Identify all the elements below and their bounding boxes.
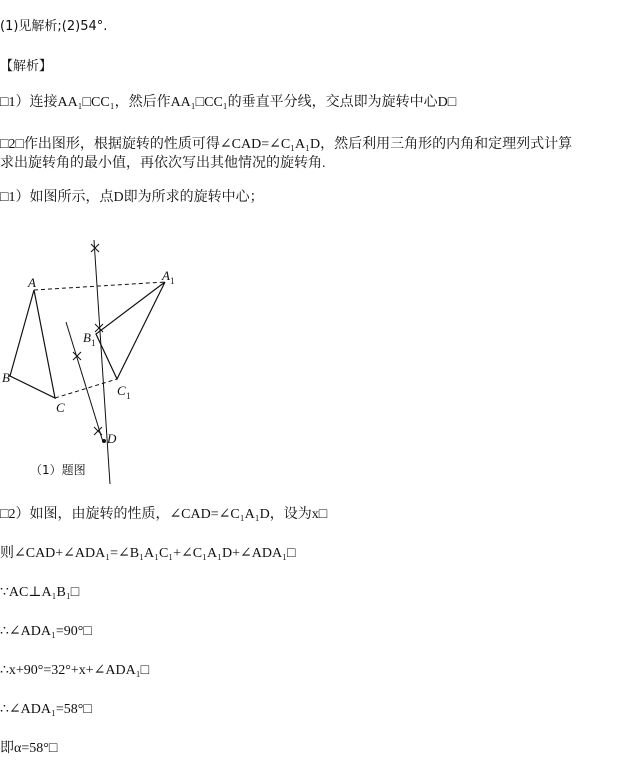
bisector-aa1 [94, 240, 110, 484]
section-title: 【解析】 [0, 59, 53, 74]
answer-line: (1)见解析;(2)54°. [0, 19, 108, 34]
part2-eq2: ∵AC⊥A₁B₁□ [0, 585, 80, 600]
triangle-a1b1c1 [96, 282, 165, 379]
label-d: D [107, 431, 117, 446]
part2-intro: □2）如图，由旋转的性质，∠CAD=∠C₁A₁D，设为x□ [0, 507, 328, 522]
part2-eq1: 则∠CAD+∠ADA₁=∠B₁A₁C₁+∠C₁A₁D+∠ADA₁□ [0, 546, 296, 561]
hint-step2-line2: 求出旋转角的最小值，再依次写出其他情况的旋转角. [0, 156, 326, 171]
label-a1: A [162, 268, 170, 283]
label-c1: C [117, 383, 126, 398]
figure-caption: （1）题图 [30, 463, 86, 477]
point-d [102, 439, 106, 443]
part1-statement: □1）如图所示，点D即为所求的旋转中心； [0, 190, 264, 205]
label-a: A [28, 275, 36, 290]
label-c: C [56, 400, 65, 415]
triangle-abc [10, 290, 55, 398]
rotation-figure [0, 222, 200, 484]
segment-aa1 [34, 282, 165, 290]
label-c1-sub: 1 [126, 391, 131, 401]
label-a1-sub: 1 [170, 276, 175, 286]
part2-eq5: ∴∠ADA₁=58°□ [0, 702, 92, 717]
part2-eq6: 即α=58°□ [0, 741, 58, 756]
label-b: B [2, 370, 10, 385]
hint-step1: □1）连接AA₁□CC₁，然后作AA₁□CC₁的垂直平分线，交点即为旋转中心D□ [0, 95, 457, 110]
label-b1: B [83, 330, 91, 345]
label-b1-sub: 1 [91, 338, 96, 348]
hint-step2-line1: □2□作出图形，根据旋转的性质可得∠CAD=∠C₁A₁D，然后利用三角形的内角和定理列式计算 [0, 137, 573, 152]
part2-eq4: ∴x+90°=32°+x+∠ADA₁□ [0, 663, 150, 678]
part2-eq3: ∴∠ADA₁=90°□ [0, 624, 92, 639]
